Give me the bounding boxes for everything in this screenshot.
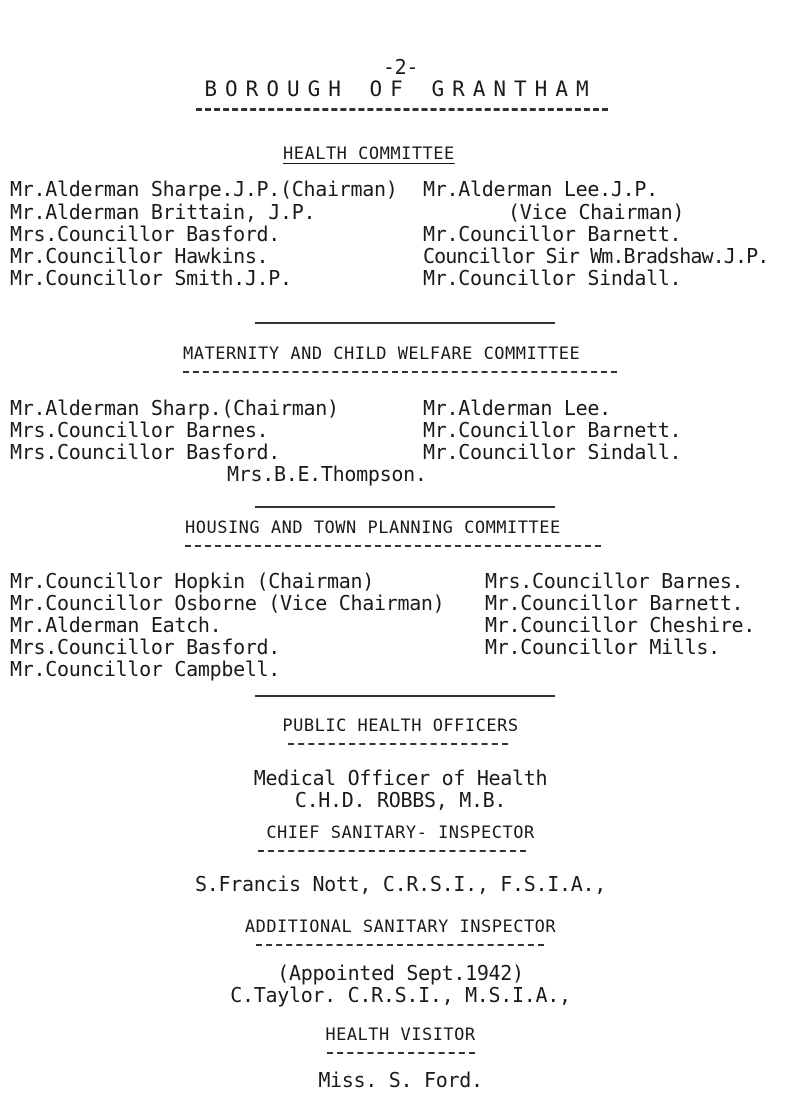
maternity-right-1: Mr.Alderman Lee. xyxy=(423,396,611,420)
health-left-1: Mr.Alderman Sharpe.J.P.(Chairman) xyxy=(10,177,398,201)
additional-inspector-underline xyxy=(256,944,544,946)
health-left-2: Mr.Alderman Brittain, J.P. xyxy=(10,200,316,224)
health-visitor-title: HEALTH VISITOR xyxy=(325,1025,476,1045)
health-right-4: Councillor Sir Wm.Bradshaw.J.P. xyxy=(423,244,769,268)
officers-heading: PUBLIC HEALTH OFFICERS xyxy=(282,716,519,736)
chief-inspector-name: S.Francis Nott, C.R.S.I., F.S.I.A., xyxy=(195,872,606,896)
health-right-5: Mr.Councillor Sindall. xyxy=(423,266,682,290)
maternity-heading-underline xyxy=(183,371,617,373)
maternity-left-2: Mrs.Councillor Barnes. xyxy=(10,418,269,442)
health-right-3: Mr.Councillor Barnett. xyxy=(423,222,682,246)
housing-left-1: Mr.Councillor Hopkin (Chairman) xyxy=(10,569,374,593)
housing-committee-heading: HOUSING AND TOWN PLANNING COMMITTEE xyxy=(185,518,561,538)
page-number: -2- xyxy=(382,55,419,79)
housing-left-4: Mrs.Councillor Basford. xyxy=(10,635,281,659)
housing-left-3: Mr.Alderman Eatch. xyxy=(10,613,222,637)
health-visitor-name: Miss. S. Ford. xyxy=(318,1068,483,1092)
housing-left-5: Mr.Councillor Campbell. xyxy=(10,657,281,681)
maternity-left-1: Mr.Alderman Sharp.(Chairman) xyxy=(10,396,339,420)
additional-inspector-name: C.Taylor. C.R.S.I., M.S.I.A., xyxy=(230,983,571,1007)
section-divider xyxy=(255,695,555,697)
health-left-3: Mrs.Councillor Basford. xyxy=(10,222,281,246)
maternity-center-member: Mrs.B.E.Thompson. xyxy=(227,462,427,486)
document-title: BOROUGH OF GRANTHAM xyxy=(204,77,597,101)
housing-right-4: Mr.Councillor Mills. xyxy=(485,635,720,659)
maternity-right-3: Mr.Councillor Sindall. xyxy=(423,440,682,464)
health-left-5: Mr.Councillor Smith.J.P. xyxy=(10,266,292,290)
maternity-right-2: Mr.Councillor Barnett. xyxy=(423,418,682,442)
health-right-2: (Vice Chairman) xyxy=(508,200,685,224)
section-divider xyxy=(255,322,555,324)
medical-officer-title: Medical Officer of Health xyxy=(253,766,548,790)
health-committee-heading: HEALTH COMMITTEE xyxy=(283,144,455,164)
housing-right-1: Mrs.Councillor Barnes. xyxy=(485,569,744,593)
housing-heading-underline xyxy=(185,545,601,547)
maternity-committee-heading: MATERNITY AND CHILD WELFARE COMMITTEE xyxy=(183,344,581,364)
housing-right-2: Mr.Councillor Barnett. xyxy=(485,591,744,615)
section-divider xyxy=(255,506,555,508)
health-right-1: Mr.Alderman Lee.J.P. xyxy=(423,177,658,201)
medical-officer-name: C.H.D. ROBBS, M.B. xyxy=(294,788,507,812)
health-left-4: Mr.Councillor Hawkins. xyxy=(10,244,269,268)
housing-left-2: Mr.Councillor Osborne (Vice Chairman) xyxy=(10,591,445,615)
title-divider xyxy=(196,108,608,111)
chief-inspector-underline xyxy=(258,850,526,852)
additional-inspector-title: ADDITIONAL SANITARY INSPECTOR xyxy=(244,917,557,937)
housing-right-3: Mr.Councillor Cheshire. xyxy=(485,613,756,637)
maternity-left-3: Mrs.Councillor Basford. xyxy=(10,440,281,464)
chief-inspector-title: CHIEF SANITARY- INSPECTOR xyxy=(266,823,535,843)
additional-inspector-note: (Appointed Sept.1942) xyxy=(277,961,524,985)
officers-heading-underline xyxy=(288,743,508,745)
health-visitor-underline xyxy=(327,1052,475,1054)
